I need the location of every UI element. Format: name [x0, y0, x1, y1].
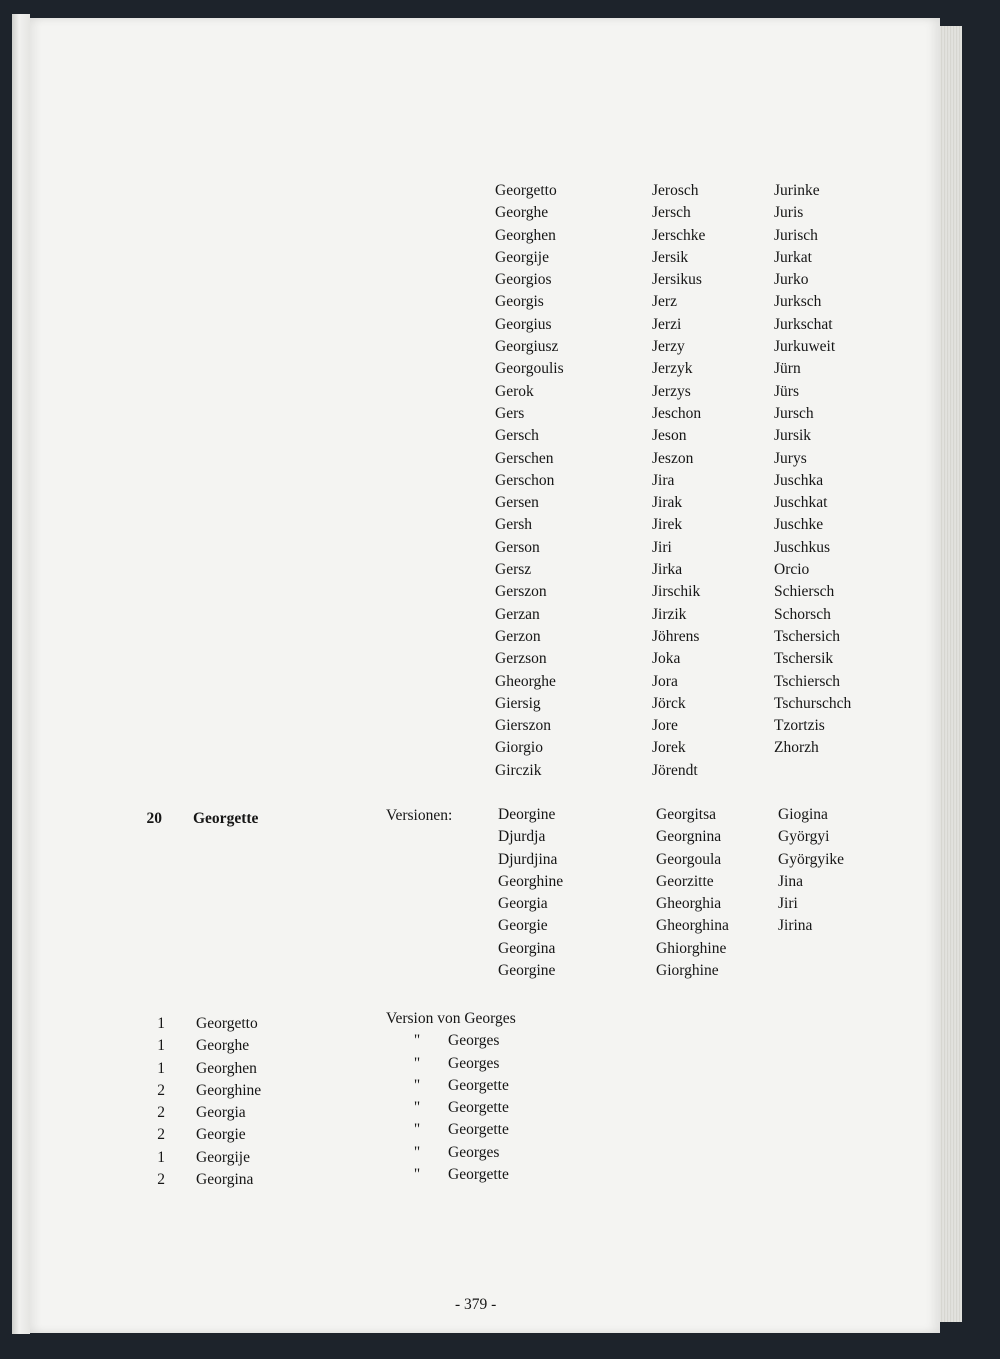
version-item: Györgyike [778, 850, 845, 868]
version-of-target: Georges [448, 1054, 500, 1072]
name-item: Schorsch [774, 605, 831, 623]
version-item: Georgoula [656, 850, 722, 868]
name-item: Jirschik [652, 583, 701, 601]
name-item: Gheorghe [495, 672, 556, 690]
version-of-row [386, 1075, 516, 1097]
name-item: Juschkus [774, 538, 830, 556]
top-column-3 [774, 180, 851, 760]
name-item: Jersik [652, 248, 689, 266]
name-item: Jiri [652, 538, 672, 556]
ditto-mark: " [413, 1076, 421, 1094]
name-item: Tschiersch [774, 672, 841, 690]
name-item: Georghen [495, 226, 556, 244]
version-of-target: Georges [448, 1143, 500, 1161]
name-item: Jerosch [652, 182, 699, 199]
name-item: Gerok [495, 382, 534, 400]
name-item: Jirak [652, 494, 683, 512]
list-name-item: Georgia [196, 1104, 246, 1122]
name-item: Jeson [652, 427, 687, 445]
version-item: Georzitte [656, 872, 714, 890]
name-item: Gerzan [495, 605, 540, 623]
count-item: 2 [157, 1171, 165, 1189]
version-item: Györgyi [778, 828, 830, 846]
version-item: Ghiorghine [656, 939, 727, 957]
list-name-item: Georghe [196, 1037, 250, 1055]
list-name-item: Georgie [196, 1126, 246, 1144]
name-item: Jerschke [652, 226, 706, 244]
name-item: Juschka [774, 471, 824, 489]
count-item: 2 [157, 1104, 165, 1122]
name-item: Gerschon [495, 471, 555, 489]
page-number: - 379 - [455, 1296, 497, 1313]
name-item: Jerzy [652, 338, 685, 356]
version-item: Giogina [778, 806, 828, 823]
version-of-target: Georgette [448, 1099, 509, 1117]
name-item: Orcio [774, 561, 810, 579]
versions-column-2 [656, 804, 729, 982]
version-item: Jiri [778, 895, 798, 913]
version-of-target: Georges [448, 1032, 500, 1050]
name-item: Jira [652, 471, 675, 489]
name-item: Jeschon [652, 404, 702, 422]
list-name-item: Georgetto [196, 1015, 258, 1032]
list-name-item: Georgina [196, 1171, 254, 1189]
version-of-row [386, 1119, 516, 1141]
version-item: Djurdja [498, 828, 546, 846]
count-item: 1 [157, 1015, 165, 1032]
version-item: Deorgine [498, 806, 556, 823]
version-of-row [386, 1164, 516, 1186]
name-item: Giorgio [495, 739, 543, 757]
version-of-row [386, 1030, 516, 1052]
version-of-row [386, 1097, 516, 1119]
name-item: Jurkschat [774, 315, 833, 333]
name-item: Jurko [774, 271, 809, 289]
name-item: Georgis [495, 293, 544, 311]
name-item: Tschersich [774, 627, 841, 645]
version-item: Georgina [498, 939, 556, 957]
version-item: Georgitsa [656, 806, 716, 823]
name-item: Gersh [495, 516, 533, 534]
name-item: Gerszon [495, 583, 547, 601]
name-item: Georgiusz [495, 338, 559, 356]
count-item: 2 [157, 1081, 165, 1099]
entry-name: Georgette [193, 810, 259, 827]
name-item: Zhorzh [774, 739, 819, 757]
ditto-mark: " [413, 1143, 421, 1161]
name-item: Jurkat [774, 248, 812, 266]
name-item: Georgije [495, 248, 549, 266]
count-item: 1 [157, 1037, 165, 1055]
name-item: Jursch [774, 404, 814, 422]
name-item: Jerz [652, 293, 677, 311]
name-item: Giersig [495, 694, 541, 712]
ditto-mark: " [413, 1054, 421, 1072]
list-name-item: Georghine [196, 1081, 262, 1099]
name-item: Gerson [495, 538, 540, 556]
version-item: Georghine [498, 872, 564, 890]
name-item: Georgetto [495, 182, 557, 199]
ditto-mark: " [413, 1166, 421, 1184]
top-column-2 [652, 180, 705, 782]
name-item: Jurys [774, 449, 807, 467]
name-column [196, 1013, 261, 1191]
version-item: Gheorghia [656, 895, 722, 913]
name-item: Jöhrens [652, 627, 700, 645]
name-item: Jerzys [652, 382, 691, 400]
name-item: Georgius [495, 315, 552, 333]
version-item: Djurdjina [498, 850, 558, 868]
name-item: Tschurschch [774, 694, 852, 712]
version-of-row [386, 1053, 516, 1075]
name-item: Gersch [495, 427, 539, 445]
name-item: Schiersch [774, 583, 835, 601]
name-item: Gerzon [495, 627, 541, 645]
list-name-item: Georgije [196, 1148, 250, 1166]
name-item: Jirzik [652, 605, 687, 623]
name-item: Jore [652, 717, 678, 735]
name-item: Gerschen [495, 449, 554, 467]
versions-column-3 [778, 804, 844, 938]
version-item: Georgie [498, 917, 548, 935]
name-item: Gersen [495, 494, 539, 512]
count-item: 1 [157, 1059, 165, 1077]
name-item: Juris [774, 204, 804, 222]
name-item: Jurinke [774, 182, 820, 199]
name-item: Girczik [495, 761, 542, 779]
name-item: Jeszon [652, 449, 694, 467]
version-of-target: Georgette [448, 1166, 509, 1184]
count-item: 1 [157, 1148, 165, 1166]
version-of-column [386, 1008, 516, 1186]
name-item: Gersz [495, 561, 532, 579]
name-item: Gerzson [495, 650, 547, 668]
name-item: Gierszon [495, 717, 551, 735]
name-item: Tzortzis [774, 717, 825, 735]
name-item: Jersikus [652, 271, 702, 289]
top-column-1 [495, 180, 564, 782]
name-item: Jerzyk [652, 360, 693, 378]
name-item: Jurksch [774, 293, 822, 311]
name-item: Jursik [774, 427, 812, 445]
name-item: Jora [652, 672, 678, 690]
name-item: Georgios [495, 271, 552, 289]
book-right-edge [940, 26, 962, 1322]
ditto-mark: " [413, 1032, 421, 1050]
name-item: Jürn [774, 360, 801, 378]
name-item: Jersch [652, 204, 691, 222]
name-item: Gers [495, 404, 525, 422]
name-item: Jurisch [774, 226, 818, 244]
ditto-mark: " [413, 1099, 421, 1117]
name-item: Georghe [495, 204, 549, 222]
name-item: Jirka [652, 561, 683, 579]
name-item: Jürs [774, 382, 799, 400]
name-item: Jerzi [652, 315, 682, 333]
name-item: Juschke [774, 516, 824, 534]
version-item: Gheorghina [656, 917, 729, 935]
name-item: Jorek [652, 739, 686, 757]
version-item: Georgine [498, 962, 556, 980]
name-item: Joka [652, 650, 681, 668]
count-item: 2 [157, 1126, 165, 1144]
version-item: Georgia [498, 895, 548, 913]
name-item: Georgoulis [495, 360, 564, 378]
version-item: Jirina [778, 917, 813, 935]
version-of-target: Georgette [448, 1076, 509, 1094]
ditto-mark: " [413, 1121, 421, 1139]
version-of-row [386, 1142, 516, 1164]
version-of-first-line: Version von Georges [386, 1010, 516, 1027]
versions-column-1 [498, 804, 563, 982]
name-item: Tschersik [774, 650, 834, 668]
name-item: Jirek [652, 516, 683, 534]
version-of-target: Georgette [448, 1121, 509, 1139]
version-item: Jina [778, 872, 803, 890]
entry-number: 20 [146, 810, 162, 827]
versions-label: Versionen: [386, 807, 453, 824]
list-name-item: Georghen [196, 1059, 257, 1077]
version-item: Georgnina [656, 828, 722, 846]
count-column [125, 1013, 165, 1191]
book-left-edge [12, 14, 30, 1334]
name-item: Jörendt [652, 761, 698, 779]
name-item: Juschkat [774, 494, 828, 512]
name-item: Jörck [652, 694, 686, 712]
name-item: Jurkuweit [774, 338, 836, 356]
version-item: Giorghine [656, 962, 719, 980]
